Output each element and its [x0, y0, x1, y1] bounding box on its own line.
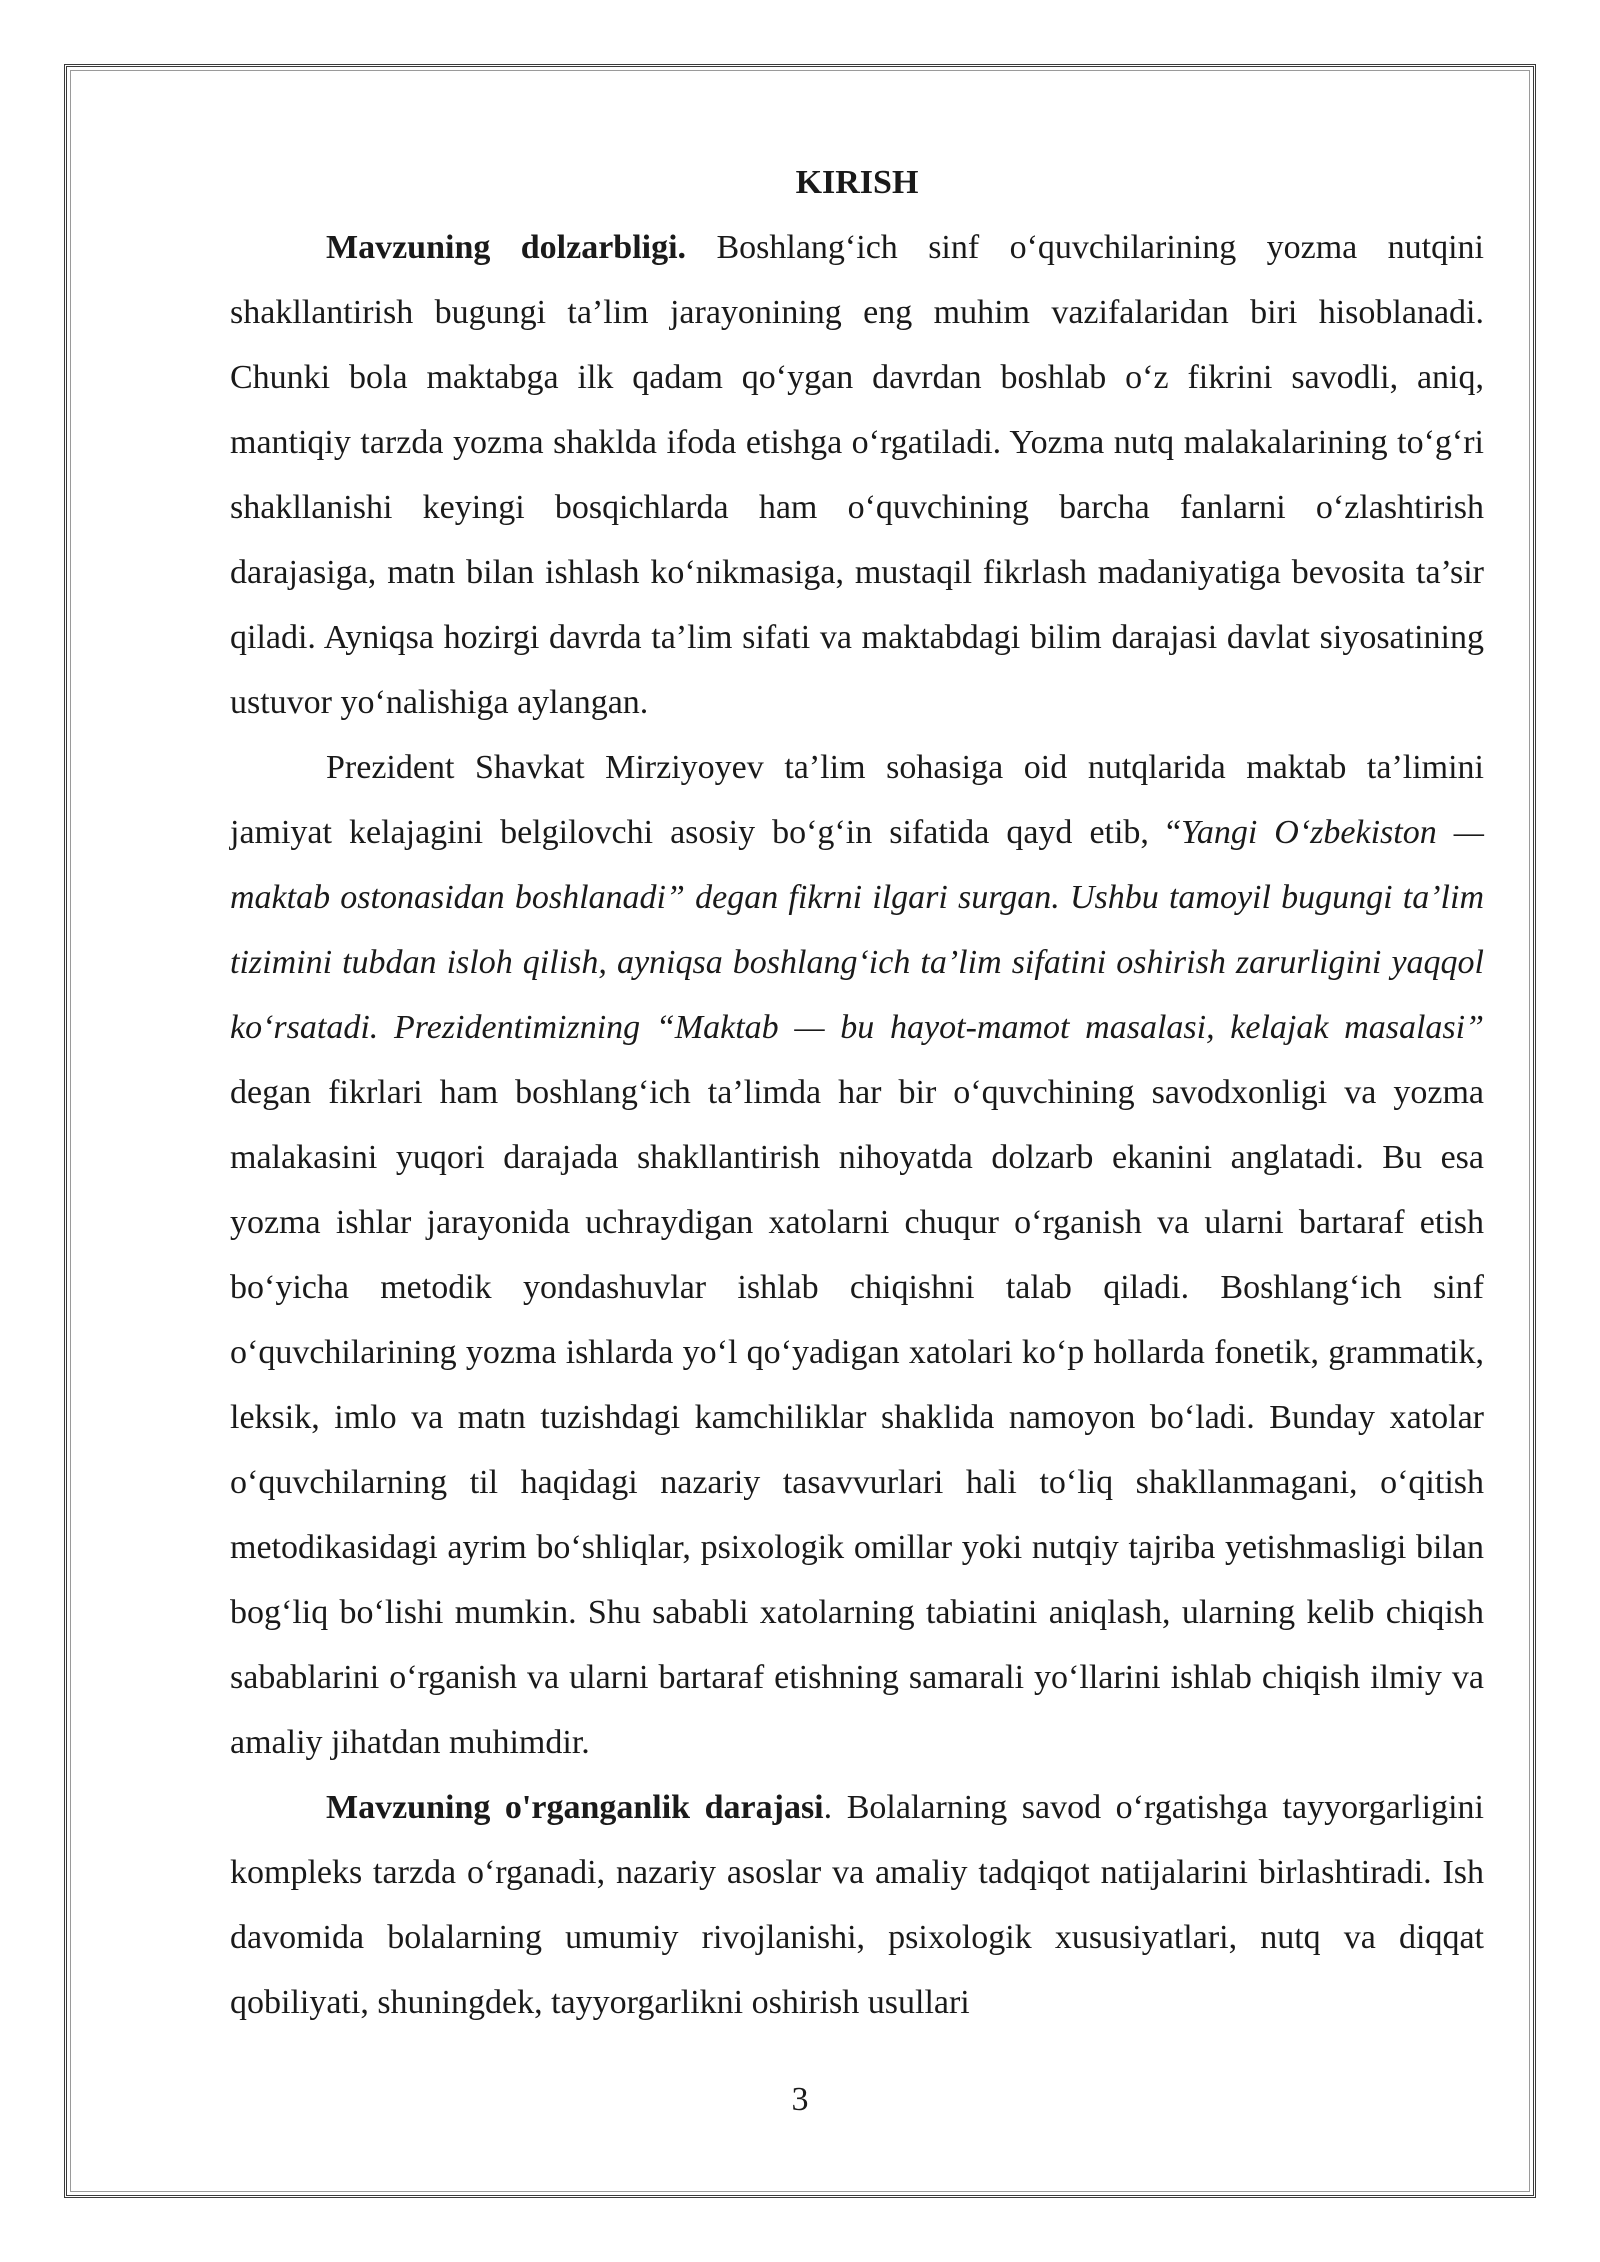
paragraph-relevance [230, 215, 1484, 735]
paragraph-text-study-level: . Bolalarning savod o‘rgatishga tayyorgarligini kompleks tarzda o‘rganadi, nazariy asoslar va amaliy tadqiqot natijalarini birlashtiradi. Ish davomida bolalarning umumiy rivojlanishi, psixologik xususiyatlari, nutq va diqqat qobiliyati, shuningdek, tayyorgarlikni oshirish usullari [230, 1789, 1485, 2021]
italic-quotation: Yangi O‘zbekiston — maktab ostonasidan boshlanadi” degan fikrni ilgari surgan. Ushbu tamoyil bugungi ta’lim tizimini tubdan isloh qilish, ayniqsa boshlang‘ich ta’lim sifatini oshirish zarurligini yaqqol ko‘rsatadi. Prezidentimizning “Maktab — bu hayot-mamot masalasi, kelajak masalasi” [230, 814, 1484, 1046]
paragraph-lead-relevance: Mavzuning dolzarbligi. [326, 229, 687, 266]
paragraph-text-president-b: degan fikrlari ham boshlang‘ich ta’limda har bir o‘quvchining savodxonligi va yozma malakasini yuqori darajada shakllantirish nihoyatda dolzarb ekanini anglatadi. Bu esa yozma ishlar jarayonida uchraydigan xatolarni chuqur o‘rganish va ularni bartaraf etish bo‘yicha metodik yondashuvlar ishlab chiqishni talab qiladi. Boshlang‘ich sinf o‘quvchilarining yozma ishlarda yo‘l qo‘yadigan xatolari ko‘p hollarda fonetik, grammatik, leksik, imlo va matn tuzishdagi kamchiliklar shaklida namoyon bo‘ladi. Bunday xatolar o‘quvchilarning til haqidagi nazariy tasavvurlari hali to‘liq shakllanmagani, o‘qitish metodikasidagi ayrim bo‘shliqlar, psixologik omillar yoki nutqiy tajriba yetishmasligi bilan bog‘liq bo‘lishi mumkin. Shu sababli xatolarning tabiatini aniqlash, ularning kelib chiqish sabablarini o‘rganish va ularni bartaraf etishning samarali yo‘llarini ishlab chiqish ilmiy va amaliy jihatdan muhimdir. [230, 1074, 1484, 1761]
page-number: 3 [791, 2081, 809, 2118]
paragraph-text-president-a: Prezident Shavkat Mirziyoyev ta’lim sohasiga oid nutqlarida maktab ta’limini jamiyat kelajagini belgilovchi asosiy bo‘g‘in sifatida qayd etib, “ [230, 749, 1484, 851]
section-heading: KIRISH [795, 164, 919, 201]
paragraph-study-level [230, 1775, 1484, 2035]
paragraph-president-quote [230, 735, 1484, 1775]
document-body [230, 150, 1484, 2035]
paragraph-lead-study-level: Mavzuning o'rganganlik darajasi [326, 1789, 824, 1826]
paragraph-text-relevance: Boshlang‘ich sinf o‘quvchilarining yozma nutqini shakllantirish bugungi ta’lim jarayonining eng muhim vazifalaridan biri hisoblanadi. Chunki bola maktabga ilk qadam qo‘ygan davrdan boshlab o‘z fikrini savodli, aniq, mantiqiy tarzda yozma shaklda ifoda etishga o‘rgatiladi. Yozma nutq malakalarining to‘g‘ri shakllanishi keyingi bosqichlarda ham o‘quvchining barcha fanlarni o‘zlashtirish darajasiga, matn bilan ishlash ko‘nikmasiga, mustaqil fikrlash madaniyatiga bevosita ta’sir qiladi. Ayniqsa hozirgi davrda ta’lim sifati va maktabdagi bilim darajasi davlat siyosatining ustuvor yo‘nalishiga aylangan. [230, 229, 1485, 721]
